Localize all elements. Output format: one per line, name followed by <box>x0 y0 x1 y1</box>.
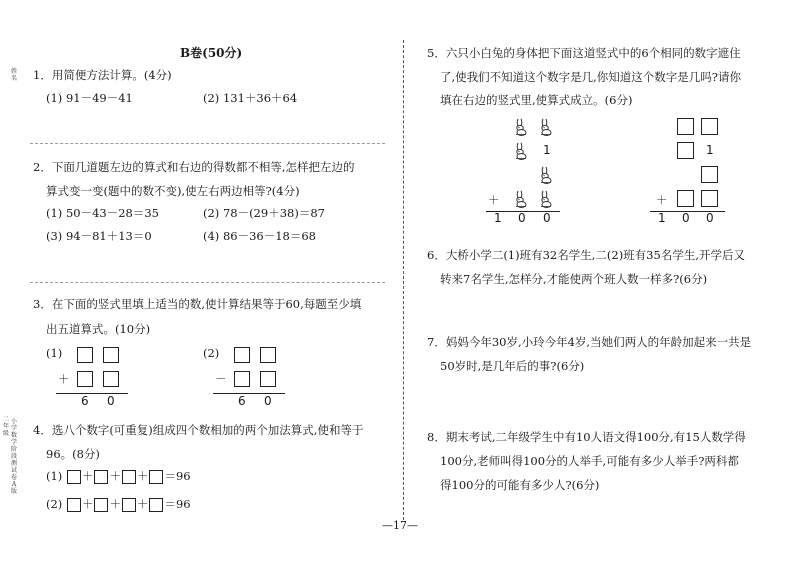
q3-1-result-ones: 0 <box>107 394 115 408</box>
q3-1-box-bottom-ones[interactable] <box>103 371 119 387</box>
q5-right-plus: ＋ <box>656 193 668 207</box>
q5-right-box-b1[interactable] <box>677 142 694 159</box>
q5-right-result-tens: 0 <box>682 211 690 225</box>
q6-line1: 6．大桥小学二(1)班有32名学生,二(2)班有35名学生,开学后又 <box>427 248 745 262</box>
q5-right-box-c1[interactable] <box>701 166 718 183</box>
q5-line2: 了,使我们不知道这个数字是几,你知道这个数字是几吗?请你 <box>440 70 741 84</box>
q5-right-box-d2[interactable] <box>701 190 718 207</box>
q3-label-1: (1) <box>46 346 63 360</box>
page-fold-line <box>403 40 404 520</box>
separator-2 <box>30 282 385 283</box>
q3-2-box-bottom-tens[interactable] <box>234 371 250 387</box>
q5-right-box-d1[interactable] <box>677 190 694 207</box>
q5-left-one: 1 <box>543 143 551 157</box>
q3-2-box-top-ones[interactable] <box>260 347 276 363</box>
q5-left-result-tens: 0 <box>518 211 526 225</box>
q2-part1: (1) 50－43－28＝35 <box>46 206 159 220</box>
page-number: —17— <box>382 519 418 532</box>
q3-line1: 3．在下面的竖式里填上适当的数,使计算结果等于60,每题至少填 <box>33 297 362 311</box>
q3-line2: 出五道算式。(10分) <box>46 322 151 336</box>
rabbit-icon <box>512 118 530 136</box>
q4-2-box-4[interactable] <box>149 498 163 512</box>
q3-1-result-tens: 6 <box>81 394 89 408</box>
q3-label-2: (2) <box>203 346 220 360</box>
plus-sign: ＋ <box>109 469 121 483</box>
plus-sign: ＋ <box>136 497 149 511</box>
q4-2-box-1[interactable] <box>67 498 81 512</box>
q8-line3: 得100分的可能有多少人?(6分) <box>440 478 600 492</box>
q5-line1: 5．六只小白兔的身体把下面这道竖式中的6个相同的数字遮住 <box>427 46 741 60</box>
q3-2-minus-sign: － <box>215 372 227 386</box>
q5-left-result-hundreds: 1 <box>494 211 502 225</box>
q5-right-result-ones: 0 <box>706 211 714 225</box>
q3-1-sum-line <box>56 393 128 394</box>
q5-line3: 填在右边的竖式里,使算式成立。(6分) <box>440 93 633 107</box>
q7-line2: 50岁时,是几年后的事?(6分) <box>440 359 585 373</box>
side-label-grade: 二年级 <box>2 416 9 437</box>
q4-line1: 4．选八个数字(可重复)组成四个数相加的两个加法算式,使和等于 <box>33 423 364 437</box>
q7-line1: 7．妈妈今年30岁,小玲今年4岁,当她们两人的年龄加起来一共是 <box>427 335 752 349</box>
q2-line1: 2．下面几道题左边的算式和右边的得数都不相等,怎样把左边的 <box>33 160 355 174</box>
plus-sign: ＋ <box>81 497 94 511</box>
q2-part3: (3) 94－81＋13＝0 <box>46 229 152 243</box>
q3-2-diff-line <box>213 393 285 394</box>
q4-1-box-1[interactable] <box>67 470 81 484</box>
q2-part4: (4) 86－36－18＝68 <box>203 229 316 243</box>
q1-part1: (1) 91－49－41 <box>46 91 133 105</box>
q4-label-2: (2) <box>46 497 63 511</box>
q5-right-one: 1 <box>706 143 714 157</box>
q3-2-box-bottom-ones[interactable] <box>260 371 276 387</box>
q2-part2: (2) 78－(29＋38)＝87 <box>203 206 325 220</box>
side-label-series: 小学数学阶段测试卷A版 <box>10 418 17 495</box>
plus-sign: ＋ <box>136 469 149 483</box>
q5-left-result-ones: 0 <box>543 211 551 225</box>
q1-stem: 1．用简便方法计算。(4分) <box>33 68 172 82</box>
q3-1-box-top-tens[interactable] <box>77 347 93 363</box>
q4-1-box-2[interactable] <box>94 470 108 484</box>
q4-1-box-4[interactable] <box>149 470 163 484</box>
section-title: B卷(50分) <box>180 46 243 60</box>
q4-equation-2 <box>46 497 191 512</box>
q5-left-plus: ＋ <box>488 193 500 207</box>
q4-label-1: (1) <box>46 469 63 483</box>
rabbit-icon <box>537 190 555 208</box>
q3-1-box-bottom-tens[interactable] <box>77 371 93 387</box>
q3-2-result-tens: 6 <box>238 394 246 408</box>
q8-line1: 8．期末考试,二年级学生中有10人语文得100分,有15人数学得 <box>427 430 746 444</box>
rabbit-icon <box>512 190 530 208</box>
rabbit-icon <box>512 142 530 160</box>
q4-2-box-3[interactable] <box>122 498 136 512</box>
separator-1 <box>30 143 385 144</box>
q4-line2: 96。(8分) <box>46 447 100 461</box>
rabbit-icon <box>537 118 555 136</box>
q1-part2: (2) 131＋36＋64 <box>203 91 298 105</box>
q6-line2: 转来7名学生,怎样分,才能使两个班人数一样多?(6分) <box>440 272 708 286</box>
q5-right-box-a1[interactable] <box>677 118 694 135</box>
q5-right-box-a2[interactable] <box>701 118 718 135</box>
q2-line2: 算式变一变(题中的数不变),使左右两边相等?(4分) <box>46 184 300 198</box>
q3-1-box-top-ones[interactable] <box>103 347 119 363</box>
rabbit-icon <box>537 166 555 184</box>
plus-sign: ＋ <box>81 469 94 483</box>
plus-sign: ＋ <box>109 497 121 511</box>
q5-right-result-hundreds: 1 <box>658 211 666 225</box>
q3-2-box-top-tens[interactable] <box>234 347 250 363</box>
side-label-name: 姓名 <box>10 68 17 82</box>
q8-line2: 100分,老师叫得100分的人举手,可能有多少人举手?两科都 <box>440 454 739 468</box>
q4-1-equals: ＝96 <box>164 469 191 483</box>
q4-2-equals: ＝96 <box>164 497 191 511</box>
q4-equation-1 <box>46 469 191 484</box>
q3-1-plus-sign: ＋ <box>58 372 70 386</box>
q4-1-box-3[interactable] <box>122 470 136 484</box>
q4-2-box-2[interactable] <box>94 498 108 512</box>
q3-2-result-ones: 0 <box>264 394 272 408</box>
